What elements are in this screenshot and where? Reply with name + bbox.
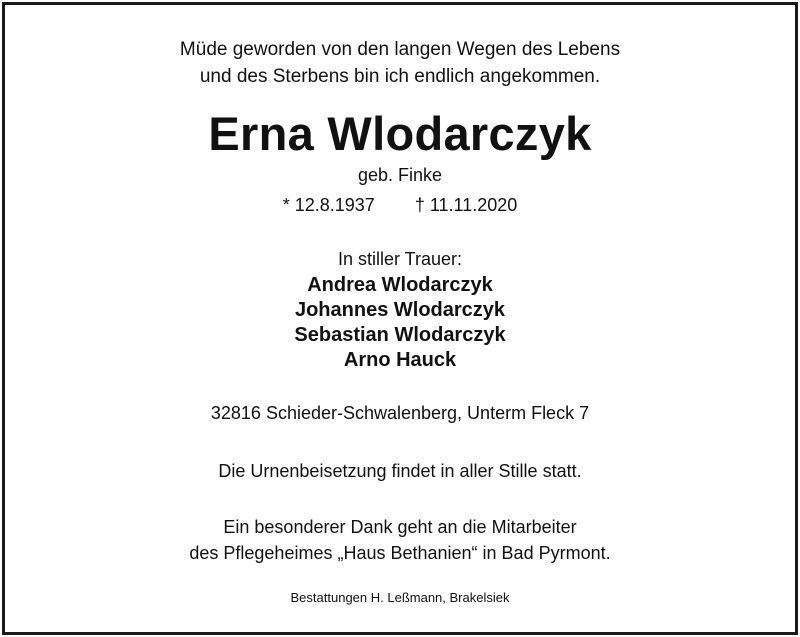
undertaker-credit: Bestattungen H. Leßmann, Brakelsiek <box>290 590 510 605</box>
mourner-name: Andrea Wlodarczyk <box>307 274 493 296</box>
death-date: † 11.11.2020 <box>414 195 518 215</box>
motto-verse <box>5 36 795 90</box>
mourner-name: Arno Hauck <box>343 349 457 371</box>
obituary-notice <box>2 2 798 635</box>
funeral-note: Die Urnenbeisetzung findet in aller Stille statt. <box>218 461 582 481</box>
family-address: 32816 Schieder-Schwalenberg, Unterm Fleck 7 <box>210 403 590 423</box>
thanks-line-1: Ein besonderer Dank geht an die Mitarbeiter <box>223 517 577 537</box>
thanks-line-2: des Pflegeheimes „Haus Bethanien“ in Bad Pyrmont. <box>189 543 611 563</box>
motto-line-2: und des Sterbens bin ich endlich angekommen. <box>199 66 601 87</box>
mourner-name: Sebastian Wlodarczyk <box>294 324 506 346</box>
birth-name: geb. Finke <box>357 165 443 185</box>
deceased-name: Erna Wlodarczyk <box>208 107 592 160</box>
birth-date: * 12.8.1937 <box>282 195 375 215</box>
mourners-list <box>5 273 795 373</box>
mourner-name: Johannes Wlodarczyk <box>294 299 506 321</box>
motto-line-1: Müde geworden von den langen Wegen des Lebens <box>179 39 621 60</box>
mourning-label: In stiller Trauer: <box>337 249 463 269</box>
life-dates <box>5 192 795 218</box>
thanks-note <box>5 514 795 566</box>
